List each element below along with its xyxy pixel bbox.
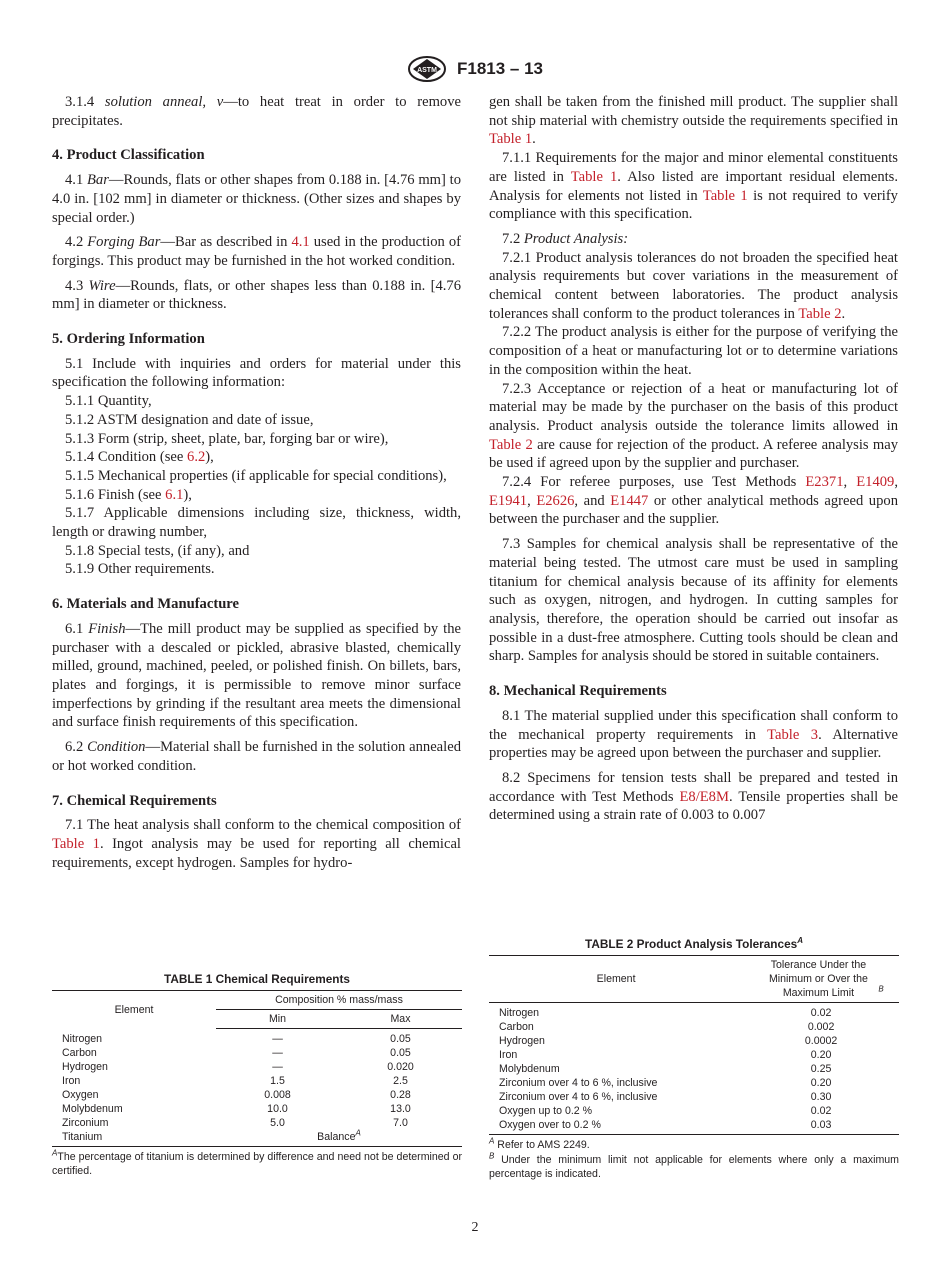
text-run: or other analytical methods agreed upon between the purchaser and the supplier. (489, 492, 898, 528)
paragraph (52, 411, 461, 430)
text-run: —The mill product may be supplied as specified by the purchaser with a descaled or pickled, abrasive blasted, chemically milled, ground, machined, peeled, or polished finish. On billets, bars, plates and forgings, it is permissible to remove minor surface imperfections by grinding if the resultant area meets the dimensional and surface finish requirements of this specification. (52, 620, 462, 731)
paragraph (489, 249, 898, 324)
paragraph (52, 448, 461, 467)
cell-element: Oxygen up to 0.2 % (499, 1105, 593, 1117)
cell-value: 1.5 (270, 1075, 285, 1087)
cross-reference-link[interactable]: Table 1 (489, 131, 533, 148)
table-row (489, 1020, 899, 1034)
text-run: 7.2 (502, 230, 524, 247)
cross-reference-link[interactable]: E1409 (856, 474, 895, 491)
text-run: —Bar as described in (160, 234, 292, 251)
cell-value: 0.30 (810, 1091, 832, 1103)
cell-element: Nitrogen (499, 1007, 540, 1019)
paragraph (52, 738, 461, 775)
table-row (489, 1118, 899, 1135)
table-row (489, 1062, 899, 1076)
text-run: 4.1 (65, 172, 87, 189)
italic-term: Bar (87, 172, 109, 189)
cross-reference-link[interactable]: Table 1 (570, 168, 618, 185)
text-run: . Also listed are important residual elements. Analysis for elements not listed in (489, 168, 898, 204)
col-header-min: Min (216, 1010, 339, 1029)
cell-element: Oxygen (62, 1089, 99, 1101)
col-header-tolerance (743, 956, 899, 1003)
text-run: ), (183, 486, 192, 503)
col-header-composition: Composition % mass/mass (216, 991, 462, 1010)
text-run: used in the production of forgings. This product may be furnished in the hot worked condition. (52, 234, 462, 269)
paragraph (52, 467, 461, 486)
table-row (489, 1048, 899, 1062)
cross-reference-link[interactable]: Table 2 (489, 436, 533, 453)
cell-value: 7.0 (393, 1117, 408, 1129)
text-run: 8.2 Specimens for tension tests shall be prepared and tested in accordance with Test Methods (489, 769, 898, 805)
paragraph (52, 355, 461, 392)
footnote-mark: B (878, 984, 884, 994)
italic-term: Wire (88, 277, 116, 294)
text-run: 8.1 The material supplied under this specification shall conform to the mechanical property requirements in (489, 707, 898, 743)
footnote-mark: A (52, 1148, 58, 1158)
table-2-footnote-b (489, 1153, 899, 1181)
table-row (52, 1029, 462, 1047)
footnote-text: Under the minimum limit not applicable for elements where only a maximum percentage is indicated. (489, 1154, 899, 1180)
table-1-footnote (52, 1150, 462, 1178)
col-header-element: Element (114, 1003, 154, 1016)
cell-element: Carbon (62, 1047, 97, 1059)
paragraph (489, 769, 898, 825)
col-header-max: Max (339, 1010, 462, 1029)
table-row (52, 1102, 462, 1116)
cell-value (216, 1130, 462, 1147)
cell-element: Zirconium over 4 to 6 %, inclusive (499, 1091, 658, 1103)
cell-element: Molybdenum (499, 1063, 560, 1075)
cell-value: 0.002 (807, 1021, 835, 1033)
section-heading: 6. Materials and Manufacture (52, 596, 239, 613)
text-run: 5.1.7 Applicable dimensions including size, thickness, width, length or drawing number, (52, 505, 461, 541)
paragraph (489, 230, 898, 249)
paragraph (52, 171, 461, 227)
paragraph (52, 430, 461, 449)
table-2 (489, 937, 899, 1181)
cell-value: — (272, 1061, 283, 1073)
footnote-mark: A (797, 936, 803, 946)
paragraph (52, 560, 461, 579)
table-row (489, 1090, 899, 1104)
cell-value: 2.5 (393, 1075, 408, 1087)
paragraph (52, 233, 461, 270)
text-run: 5.1.6 Finish (see (65, 486, 166, 503)
cell-value: — (272, 1047, 283, 1059)
cell-element: Hydrogen (62, 1061, 108, 1073)
text-run: 7.3 Samples for chemical analysis shall be representative of the material being tested. The utmost care must be used in sampling titanium for chemical analysis because of its affinity for elements such as oxygen, nitrogen, and hydrogen. In cutting samples for analysis, therefore, the operation should be carried out insofar as possible in a dust-free atmosphere. Cutting tools should be clean and sharp. Samples for analysis should be stored in suitable containers. (489, 536, 898, 665)
text-run: 6.2 (65, 739, 88, 756)
page-header (0, 56, 950, 82)
paragraph (489, 93, 898, 149)
page-number: 2 (471, 1220, 479, 1235)
text-run: , (843, 474, 857, 491)
text-run: 7.1 The heat analysis shall conform to the chemical composition of (65, 817, 461, 834)
cell-value: — (272, 1033, 283, 1045)
table-row (489, 1076, 899, 1090)
cell-element: Zirconium (62, 1117, 109, 1129)
text-run: , and (574, 492, 611, 509)
cross-reference-link[interactable]: Table 1 (702, 187, 748, 204)
cell-value: 0.20 (810, 1077, 832, 1089)
table-row (52, 1060, 462, 1074)
paragraph (52, 392, 461, 411)
cell-element: Iron (62, 1075, 81, 1087)
paragraph (52, 277, 461, 314)
text-run: . Alternative properties may be agreed upon between the purchaser and supplier. (489, 726, 898, 762)
text-run: 7.1.1 Requirements for the major and minor elemental constituents are listed in (489, 150, 898, 185)
footnote-mark: B (489, 1151, 495, 1161)
text-run: 5.1.4 Condition (see (65, 449, 188, 466)
cell-value: 0.05 (390, 1033, 411, 1045)
text-run: . (841, 305, 846, 322)
footnote-mark: A (489, 1136, 495, 1146)
paragraph (489, 323, 898, 379)
text-run: 7.2.4 For referee purposes, use Test Methods (502, 474, 806, 491)
balance-text: Balance (317, 1131, 356, 1143)
cell-element: Oxygen over to 0.2 % (499, 1119, 601, 1131)
table-row (489, 1034, 899, 1048)
text-run: . (532, 131, 536, 148)
paragraph (489, 149, 898, 224)
cross-reference-link[interactable]: 6.2 (187, 449, 206, 466)
text-run: , (894, 474, 898, 491)
table-row (52, 1046, 462, 1060)
cross-reference-link[interactable]: E1941 (489, 492, 528, 509)
text-run: ), (205, 449, 214, 466)
text-run: gen shall be taken from the finished mill product. The supplier shall not ship material with chemistry outside the requirements specified in (489, 94, 898, 129)
italic-term: solution anneal, v (104, 94, 224, 110)
text-run: 5.1.8 Special tests, (if any), and (65, 542, 250, 559)
title-text: TABLE 2 Product Analysis Tolerances (585, 937, 798, 951)
cross-reference-link[interactable]: Table 1 (52, 835, 100, 852)
text-run: —Rounds, flats or other shapes from 0.188 in. [4.76 mm] to 4.0 in. [102 mm] in diameter or thickness. (Other sizes and shapes by special order.) (52, 172, 461, 226)
cell-element: Hydrogen (499, 1035, 545, 1047)
cell-value: 0.02 (810, 1007, 832, 1019)
text-run: 5.1.5 Mechanical properties (if applicable for special conditions), (65, 467, 447, 484)
document-id: F1813 – 13 (456, 59, 543, 78)
paragraph (489, 380, 898, 474)
cross-reference-link[interactable]: E2626 (536, 492, 575, 509)
text-run: 4.3 (65, 277, 89, 294)
cross-reference-link[interactable]: Table 3 (767, 726, 819, 743)
cell-element: Zirconium over 4 to 6 %, inclusive (499, 1077, 658, 1089)
text-run: 5.1 Include with inquiries and orders for material under this specification the following information: (52, 355, 461, 391)
text-run: —Rounds, flats, or other shapes less than 0.188 in. [4.76 mm] in diameter or thickness. (52, 277, 461, 313)
cross-reference-link[interactable]: Table 2 (798, 305, 842, 322)
cell-value: 0.28 (390, 1089, 411, 1101)
section-heading: 4. Product Classification (52, 147, 205, 164)
cell-value: 0.05 (390, 1047, 411, 1059)
text-run: 7.2.1 Product analysis tolerances do not broaden the specified heat analysis requirements but cover variations in the measurement of chemical content between laboratories. The product analysis tolerances shall conform to the product tolerances in (489, 249, 898, 322)
footnote-text: Refer to AMS 2249. (497, 1139, 590, 1151)
table-row (52, 1088, 462, 1102)
text-run: 4.2 (65, 234, 88, 251)
table-row (52, 1130, 462, 1147)
col-header-element: Element (489, 956, 743, 1003)
text-run: . Ingot analysis may be used for reporting all chemical requirements, except hydrogen. Samples for hydro- (52, 835, 461, 871)
cell-element: Iron (499, 1049, 518, 1061)
table-row (489, 1104, 899, 1118)
cross-reference-link[interactable]: 6.1 (165, 486, 184, 503)
cell-element: Carbon (499, 1021, 534, 1033)
footnote-mark: A (355, 1128, 361, 1138)
text-run: . Tensile properties shall be determined using a strain rate of 0.003 to 0.007 (489, 788, 898, 824)
paragraph (489, 707, 898, 763)
text-run: —Material shall be furnished in the solution annealed or hot worked condition. (52, 739, 461, 774)
astm-logo-icon (407, 56, 447, 82)
table-row (52, 1116, 462, 1130)
section-heading: 5. Ordering Information (52, 331, 205, 348)
cross-reference-link[interactable]: E2371 (805, 474, 844, 491)
text-run: 5.1.3 Form (strip, sheet, plate, bar, forging bar or wire), (65, 430, 389, 447)
cell-value: 0.008 (264, 1089, 291, 1101)
paragraph (52, 93, 461, 130)
text-run: is not required to verify compliance with this specification. (489, 187, 898, 223)
cell-element: Titanium (62, 1131, 103, 1143)
text-run: 7.2.3 Acceptance or rejection of a heat or manufacturing lot of material may be made by the purchaser on the basis of this product analysis. Product analysis outside the tolerance limits allowed in (489, 380, 898, 434)
table-row (52, 1074, 462, 1088)
svg-text:ASTM: ASTM (417, 67, 437, 74)
paragraph (52, 542, 461, 561)
table-2-title (489, 937, 899, 951)
text-run: are cause for rejection of the product. A referee analysis may be used if agreed upon by the supplier and purchaser. (489, 436, 898, 472)
italic-term: Product Analysis: (523, 230, 629, 247)
left-column (52, 93, 461, 872)
section-heading: 8. Mechanical Requirements (489, 683, 667, 700)
paragraph (52, 486, 461, 505)
text-run: 7.2.2 The product analysis is either for the purpose of verifying the composition of a heat or manufacturing lot or to determine variations in the composition within the heat. (489, 324, 898, 378)
cell-value: 0.25 (810, 1063, 832, 1075)
cell-element: Nitrogen (62, 1032, 103, 1045)
cell-value: 10.0 (267, 1103, 288, 1115)
cell-value: 0.20 (810, 1049, 832, 1061)
paragraph (52, 620, 461, 732)
text-run: 5.1.2 ASTM designation and date of issue, (65, 411, 314, 428)
paragraph (489, 535, 898, 666)
paragraph (52, 816, 461, 872)
italic-term: Finish (88, 620, 126, 637)
cell-value: 0.03 (810, 1119, 832, 1131)
italic-term: Condition (87, 739, 146, 756)
text-run: —to heat treat in order to remove precipitates. (52, 94, 461, 129)
cell-value: 0.02 (810, 1105, 832, 1117)
text-run: , (527, 492, 537, 509)
cross-reference-link[interactable]: E8/E8M (679, 788, 729, 805)
cross-reference-link[interactable]: E1447 (610, 492, 649, 509)
italic-term: Forging Bar (87, 234, 161, 251)
cross-reference-link[interactable]: 4.1 (291, 234, 310, 251)
paragraph (489, 473, 898, 529)
table-1 (52, 972, 462, 1178)
text-run: 6.1 (65, 620, 89, 637)
table-1-title: TABLE 1 Chemical Requirements (164, 972, 350, 986)
text-run: 3.1.4 (65, 94, 105, 110)
table-2-footnote-a (489, 1138, 899, 1152)
footnote-text: The percentage of titanium is determined by difference and need not be determined or certified. (52, 1151, 462, 1177)
text-run: 5.1.1 Quantity, (65, 393, 152, 410)
text-run: 5.1.9 Other requirements. (65, 561, 215, 578)
cell-value: 5.0 (270, 1117, 285, 1129)
paragraph (52, 504, 461, 541)
cell-value: 13.0 (390, 1103, 411, 1115)
table-row (489, 1003, 899, 1021)
cell-element: Molybdenum (62, 1103, 123, 1115)
cell-value: 0.0002 (804, 1035, 838, 1047)
header-text: Tolerance Under the Minimum or Over the Maximum Limit (768, 959, 868, 999)
cell-value: 0.020 (387, 1061, 414, 1073)
right-column (489, 93, 898, 825)
section-heading: 7. Chemical Requirements (52, 792, 217, 809)
